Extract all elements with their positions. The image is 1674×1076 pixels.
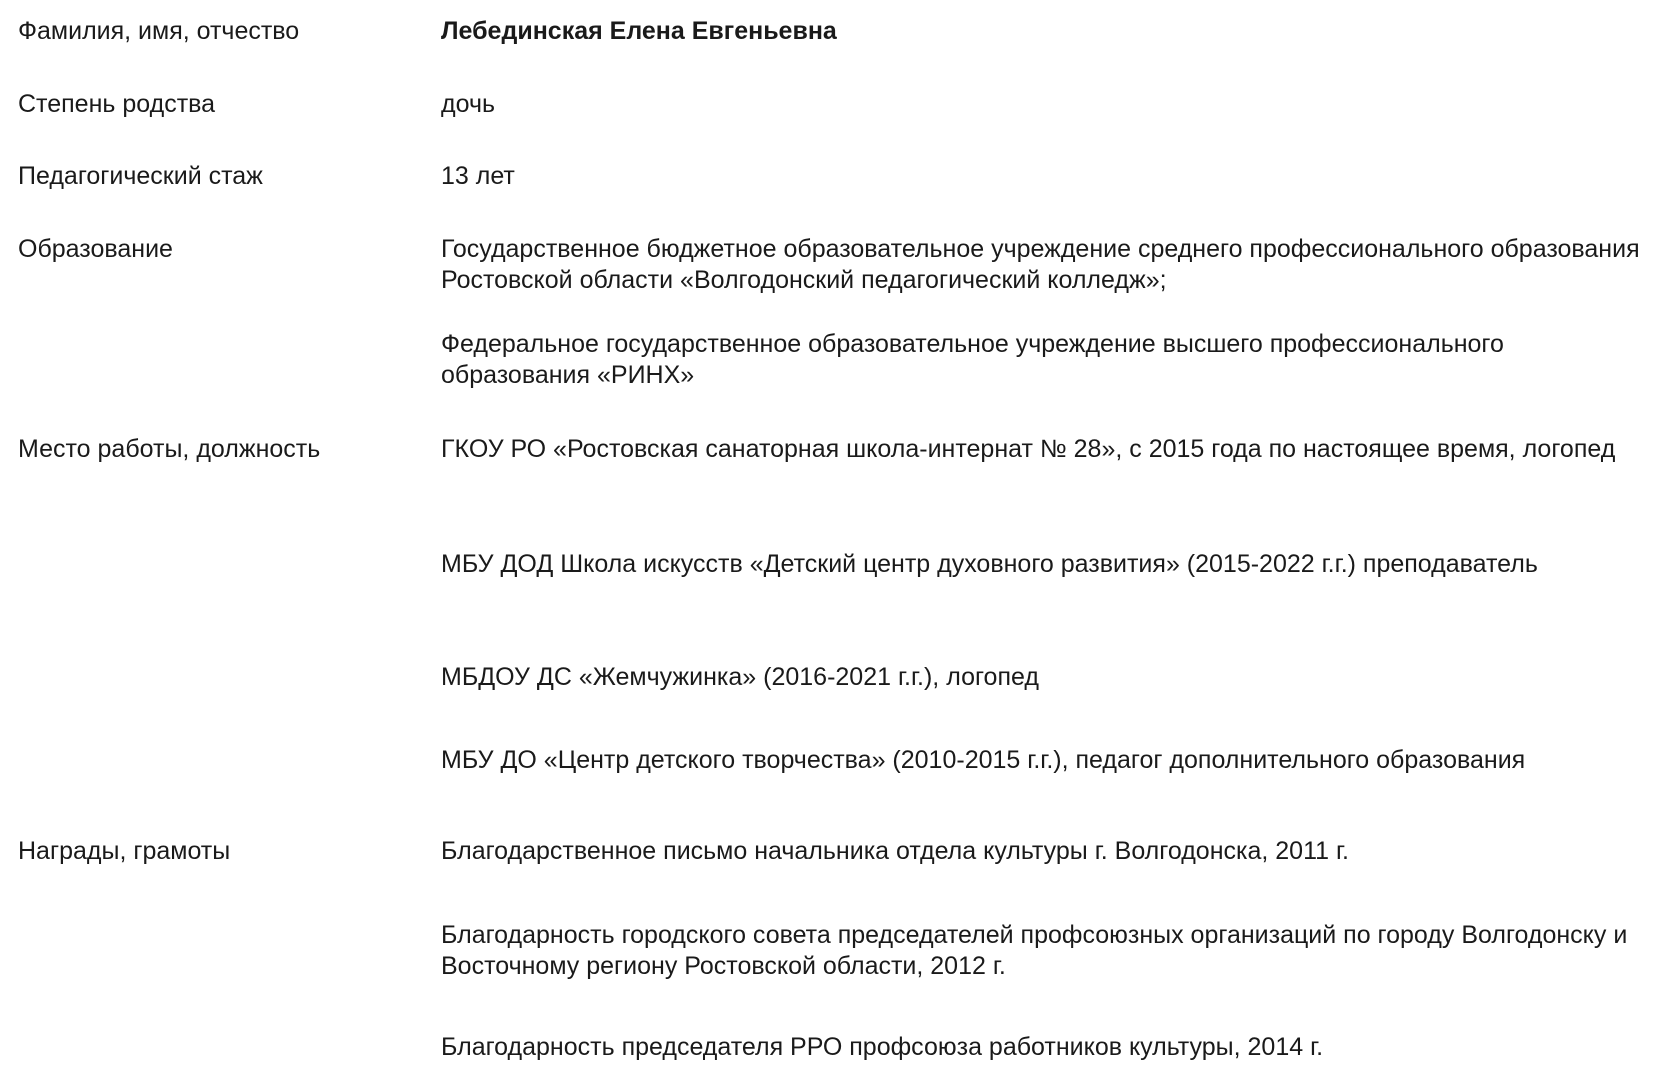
workplace-item: МБУ ДО «Центр детского творчества» (2010-2015 г.г.), педагог дополнительного образования [441, 746, 1526, 774]
label-teaching-experience: Педагогический стаж [18, 162, 263, 190]
award-item: Благодарность городского совета председателей профсоюзных организаций по городу Волгодонску и Восточному региону Ростовской области, 2012 г. [441, 921, 1628, 980]
teaching-experience-text: 13 лет [441, 162, 515, 190]
label-workplace: Место работы, должность [18, 435, 321, 463]
education-item: Государственное бюджетное образовательное учреждение среднего профессионального образования Ростовской области «Волгодонский педагогический колледж»; [441, 235, 1640, 294]
workplace-item: ГКОУ РО «Ростовская санаторная школа-интернат № 28», с 2015 года по настоящее время, логопед [441, 435, 1616, 463]
relationship-text: дочь [441, 90, 495, 118]
label-education: Образование [18, 235, 173, 263]
label-relationship: Степень родства [18, 90, 216, 118]
education-item: Федеральное государственное образовательное учреждение высшего профессионального образования «РИНХ» [441, 330, 1504, 389]
award-item: Благодарственное письмо начальника отдела культуры г. Волгодонска, 2011 г. [441, 837, 1349, 865]
workplace-item: МБУ ДОД Школа искусств «Детский центр духовного развития» (2015-2022 г.г.) преподаватель [441, 550, 1538, 578]
label-awards: Награды, грамоты [18, 837, 231, 865]
label-full-name: Фамилия, имя, отчество [18, 17, 300, 45]
workplace-item: МБДОУ ДС «Жемчужинка» (2016-2021 г.г.), логопед [441, 663, 1039, 691]
award-item: Благодарность председателя РРО профсоюза работников культуры, 2014 г. [441, 1033, 1324, 1061]
full-name-text: Лебединская Елена Евгеньевна [441, 17, 837, 45]
